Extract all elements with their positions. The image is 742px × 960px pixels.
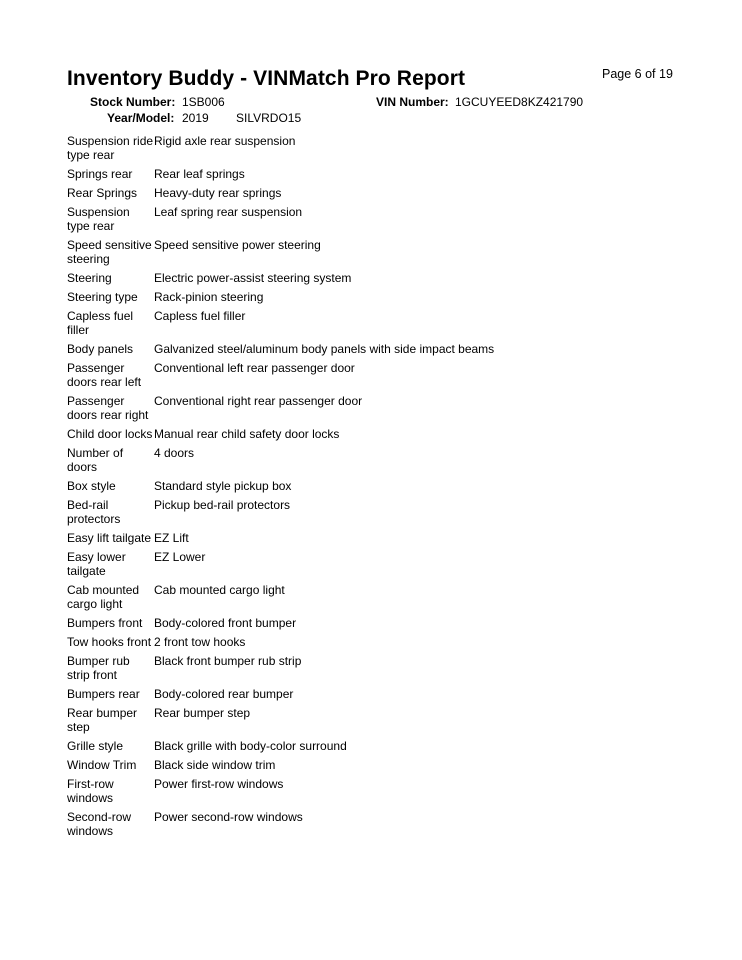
report-title: Inventory Buddy - VINMatch Pro Report [67,67,466,90]
spec-value: EZ Lift [154,531,189,545]
spec-value: Body-colored front bumper [154,616,297,630]
spec-row [67,616,687,630]
spec-row [67,739,687,753]
spec-label: Bumper rub strip front [67,654,130,682]
vin-number-value: 1GCUYEED8KZ421790 [455,95,584,109]
stock-number-value: 1SB006 [182,95,225,109]
spec-value: Conventional left rear passenger door [154,361,355,375]
spec-label: Steering type [67,290,138,304]
spec-label: Passenger doors rear left [67,361,142,389]
spec-value: Black front bumper rub strip [154,654,302,668]
spec-value: Rigid axle rear suspension [154,134,296,148]
spec-value: 4 doors [154,446,195,460]
spec-row [67,777,687,805]
spec-row [67,361,687,389]
model-value: SILVRDO15 [236,111,302,125]
spec-value: Rack-pinion steering [154,290,264,304]
page-number: Page 6 of 19 [602,67,673,81]
spec-row [67,758,687,772]
spec-value: 2 front tow hooks [154,635,246,649]
spec-label: Springs rear [67,167,133,181]
spec-table [67,134,687,843]
stock-number-label [90,95,175,109]
spec-row [67,205,687,233]
spec-value: Rear bumper step [154,706,251,720]
spec-label: Bumpers front [67,616,143,630]
year-model-label [107,111,174,125]
spec-row [67,810,687,838]
spec-label: Passenger doors rear right [67,394,149,422]
spec-label: Body panels [67,342,134,356]
year-value: 2019 [182,111,209,125]
spec-value: Heavy-duty rear springs [154,186,282,200]
spec-row [67,167,687,181]
spec-row [67,134,687,162]
spec-label: Suspension type rear [67,205,130,233]
spec-value: Manual rear child safety door locks [154,427,340,441]
spec-label: Window Trim [67,758,137,772]
spec-row [67,706,687,734]
spec-row [67,654,687,682]
spec-label: Grille style [67,739,124,753]
spec-row [67,687,687,701]
spec-value: Pickup bed-rail protectors [154,498,291,512]
spec-value: Cab mounted cargo light [154,583,285,597]
spec-label: Easy lift tailgate [67,531,152,545]
spec-value: Rear leaf springs [154,167,245,181]
spec-row [67,394,687,422]
spec-value: Capless fuel filler [154,309,246,323]
spec-row [67,550,687,578]
spec-row [67,531,687,545]
spec-value: Galvanized steel/aluminum body panels with side impact beams [154,342,495,356]
spec-label: Rear bumper step [67,706,138,734]
spec-label: Cab mounted cargo light [67,583,140,611]
spec-label: Suspension ride type rear [67,134,154,162]
spec-value: Black grille with body-color surround [154,739,347,753]
year-model-label-text: Year/Model: [107,111,175,125]
spec-label: Rear Springs [67,186,138,200]
spec-value: Black side window trim [154,758,276,772]
spec-label: Box style [67,479,116,493]
spec-value: Speed sensitive power steering [154,238,321,252]
spec-label: Steering [67,271,112,285]
spec-label: Easy lower tailgate [67,550,126,578]
spec-row [67,186,687,200]
spec-label: Tow hooks front [67,635,152,649]
spec-row [67,635,687,649]
spec-value: EZ Lower [154,550,206,564]
spec-row [67,271,687,285]
stock-number-label-text: Stock Number: [90,95,176,109]
spec-row [67,290,687,304]
spec-label: Bumpers rear [67,687,140,701]
spec-row [67,238,687,266]
spec-row [67,583,687,611]
spec-value: Leaf spring rear suspension [154,205,303,219]
spec-row [67,498,687,526]
spec-label: Second-row windows [67,810,132,838]
vin-number-label [376,95,449,109]
spec-value: Power first-row windows [154,777,284,791]
spec-value: Standard style pickup box [154,479,292,493]
vin-number-label-text: VIN Number: [376,95,449,109]
spec-label: Bed-rail protectors [67,498,121,526]
spec-row [67,309,687,337]
spec-label: Number of doors [67,446,124,474]
spec-label: Capless fuel filler [67,309,134,337]
spec-row [67,479,687,493]
spec-value: Power second-row windows [154,810,303,824]
spec-value: Electric power-assist steering system [154,271,352,285]
spec-value: Body-colored rear bumper [154,687,294,701]
spec-label: First-row windows [67,777,114,805]
spec-label: Child door locks [67,427,153,441]
spec-row [67,342,687,356]
spec-label: Speed sensitive steering [67,238,152,266]
spec-row [67,446,687,474]
spec-value: Conventional right rear passenger door [154,394,363,408]
spec-row [67,427,687,441]
